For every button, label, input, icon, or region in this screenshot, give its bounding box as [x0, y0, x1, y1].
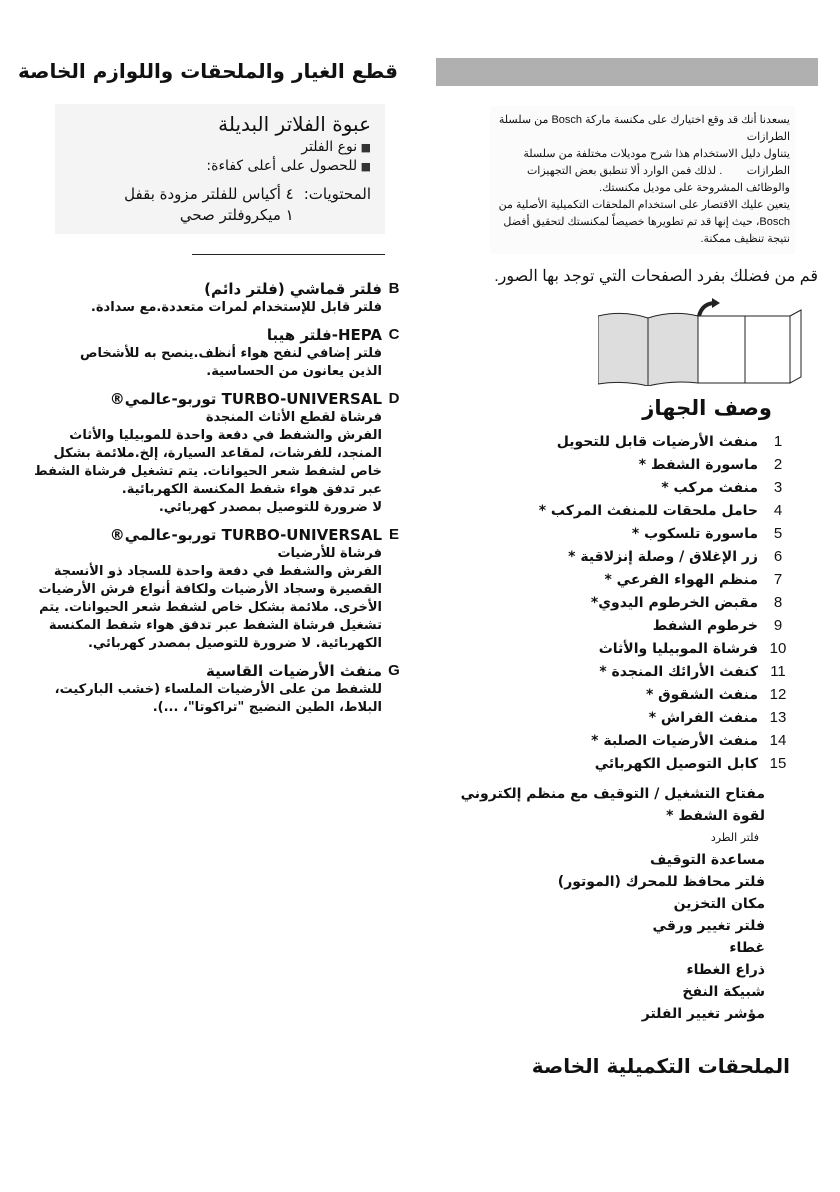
intro-line: نتيجة تنظيف ممكنة.: [700, 233, 790, 245]
intro-text: [490, 106, 795, 254]
extra-part-label: غطاء: [729, 940, 765, 956]
accessory-title: فلتر قماشي (فلتر دائم): [204, 280, 382, 298]
special-accessories-heading: الملحقات التكميلية الخاصة: [531, 1054, 790, 1078]
accessory-description-line: فرشاة لقطع الأثاث المنجدة: [205, 410, 382, 425]
part-row: [436, 568, 798, 591]
accessory-description-line: القصيرة وسجاد الأرضيات ولكافة أنواع فرش الأرضيات: [38, 582, 382, 597]
accessory-title: TURBO-UNIVERSAL توربو-عالمي®: [109, 526, 382, 544]
accessory-description-line: فلتر قابل للإستخدام لمرات متعددة.مع سدادة.: [90, 300, 382, 315]
accessory-body: [14, 661, 382, 717]
intro-line: الطرازات . لذلك فمن الوارد ألا تنطبق بعض التجهيزات: [526, 165, 790, 177]
part-label: خرطوم الشفط: [652, 617, 758, 634]
part-label: زر الإغلاق / وصلة إنزلاقية *: [568, 548, 758, 565]
accessory-body: [14, 525, 382, 653]
extra-part-label: فلتر محافظ للمحرك (الموتور): [557, 874, 765, 890]
device-description-heading: وصف الجهاز: [642, 396, 772, 420]
contents-block: [65, 184, 371, 226]
accessory-body: [14, 389, 382, 517]
filter-type-bullet: ■ نوع الفلتر: [65, 138, 371, 157]
part-number: 15: [769, 755, 787, 772]
part-number: 14: [769, 732, 787, 749]
accessory-title: منفث الأرضيات القاسية: [206, 662, 382, 680]
accessory-item: [14, 525, 406, 653]
intro-line: يتناول دليل الاستخدام هذا شرح موديلات مختلفة من سلسلة: [523, 148, 790, 160]
accessory-description-line: الأخرى. ملائمة بشكل خاص لشفط شعر الحيوانات. يتم: [39, 600, 382, 615]
accessory-item: [14, 279, 406, 317]
contents-line-2: ١ ميكروفلتر صحي: [179, 206, 294, 224]
part-label: منفث مركب *: [661, 479, 758, 496]
part-label: منفث الأرضيات قابل للتحويل: [556, 433, 758, 450]
divider: [192, 254, 385, 255]
part-row: [436, 614, 798, 637]
accessory-description-line: فلتر إضافي لنفح هواء أنظف.ينصح به للأشخاص: [80, 346, 382, 361]
intro-line: يتعين عليك الاقتصار على استخدام الملحقات التكميلية الأصلية من: [498, 199, 790, 211]
extra-part-label: فلتر الطرد: [710, 831, 759, 844]
filter-pack-box: [55, 104, 385, 234]
accessory-description-line: الكهربائية. لا ضرورة للتوصيل بمصدر كهربائي.: [87, 636, 382, 651]
accessory-description-line: لا ضرورة للتوصيل بمصدر كهربائي.: [158, 500, 382, 515]
part-row: [436, 499, 798, 522]
part-row: [436, 545, 798, 568]
accessory-description-line: عبر تدفق هواء شفط المكنسة الكهربائية.: [121, 482, 382, 497]
accessory-body: [14, 325, 382, 381]
item-letter: C: [388, 326, 400, 343]
part-row: [436, 591, 798, 614]
accessory-item: [14, 325, 406, 381]
part-number: 4: [773, 502, 783, 519]
accessory-item: [14, 661, 406, 717]
extra-parts-list: [436, 783, 765, 1025]
part-row: [436, 476, 798, 499]
intro-line: الطرازات: [746, 131, 790, 143]
intro-line: يسعدنا أنك قد وقع اختيارك على مكنسة ماركة Bosch من سلسلة: [498, 114, 790, 126]
accessory-description-line: تشغيل فرشاة الشفط عبر تدفق هواء شفط المكنسة: [48, 618, 382, 633]
accessory-description-line: الفرش والشفط في دفعة واحدة للسجاد ذو الأنسجة: [53, 564, 382, 579]
intro-line: Bosch، حيث إنها قد تم تطويرها خصيصاً لمكنستك لتحقيق أفضل: [503, 216, 790, 228]
header-bar: [436, 58, 818, 86]
part-number: 7: [773, 571, 783, 588]
part-label: ماسورة الشفط *: [638, 456, 758, 473]
part-number: 13: [769, 709, 787, 726]
accessory-item: [14, 389, 406, 517]
extra-part-label: مفتاح التشغيل / التوقيف مع منظم إلكتروني: [460, 786, 765, 802]
accessory-description-line: للشفط من على الأرضيات الملساء (خشب الباركيت،: [54, 682, 382, 697]
part-number: 11: [770, 663, 786, 680]
accessory-description-line: المنجد، للفرشات، لمقاعد السيارة، إلخ.ملائمة بشكل: [53, 446, 382, 461]
item-letter: B: [388, 280, 400, 297]
accessory-description-line: البلاط، الطين النضيج "تراكوتا"، ...).: [152, 700, 382, 715]
part-number: 10: [769, 640, 787, 657]
part-row: [436, 683, 798, 706]
left-column: [14, 58, 406, 725]
part-number: 1: [773, 433, 783, 450]
extra-part-label: مكان التخزين: [673, 896, 765, 912]
part-number: 3: [773, 479, 783, 496]
unfold-note: قم من فضلك بفرد الصفحات التي توجد بها الصور.: [494, 268, 818, 285]
part-row: [436, 706, 798, 729]
part-row: [436, 637, 798, 660]
item-letter: G: [388, 662, 400, 679]
part-label: مقبض الخرطوم اليدوي*: [590, 594, 758, 611]
part-row: [436, 752, 798, 775]
part-number: 6: [773, 548, 783, 565]
efficiency-bullet: ■ للحصول على أعلى كفاءة:: [65, 157, 371, 176]
extra-part-label: ذراع الغطاء: [686, 962, 765, 978]
intro-line: والوظائف المشروحة على موديل مكنستك.: [599, 182, 790, 194]
part-number: 8: [773, 594, 783, 611]
accessory-description-line: الفرش والشفط في دفعة واحدة للموبيليا والأثاث: [69, 428, 382, 443]
unfold-pages-illustration: [598, 296, 818, 386]
part-label: منفث الفراش *: [648, 709, 758, 726]
part-row: [436, 729, 798, 752]
part-label: كابل التوصيل الكهربائي: [594, 755, 758, 772]
part-label: منفث الشقوق *: [645, 686, 758, 703]
part-row: [436, 453, 798, 476]
part-row: [436, 522, 798, 545]
accessory-title: HEPA-فلتر هيبا: [266, 326, 382, 344]
filter-pack-heading: عبوة الفلاتر البديلة: [218, 112, 371, 136]
extra-part-label: فلتر تغيير ورقي: [652, 918, 765, 934]
accessory-description-line: خاص لشفط شعر الحيوانات. يتم تشغيل فرشاة الشفط: [34, 464, 382, 479]
part-number: 5: [773, 525, 783, 542]
part-label: فرشاة الموبيليا والأثاث: [598, 640, 758, 657]
item-letter: D: [388, 390, 400, 407]
contents-label: المحتويات:: [303, 185, 371, 203]
spare-parts-title: قطع الغيار والملحقات واللوازم الخاصة: [18, 59, 398, 83]
part-label: منفث الأرضيات الصلبة *: [591, 732, 758, 749]
parts-list: [436, 430, 818, 775]
extra-part-label: لقوة الشفط *: [666, 808, 765, 824]
extra-part-label: مؤشر تغيير الفلتر: [641, 1006, 765, 1022]
part-number: 9: [773, 617, 783, 634]
right-column: [436, 58, 818, 1079]
part-row: [436, 660, 798, 683]
item-letter: E: [388, 526, 399, 543]
extra-part-label: شبيكة النفخ: [682, 984, 765, 1000]
contents-values: [124, 184, 294, 226]
accessory-description-line: فرشاة للأرضيات: [277, 546, 382, 561]
part-number: 12: [769, 686, 787, 703]
part-label: ماسورة تلسكوب *: [631, 525, 758, 542]
accessory-title: TURBO-UNIVERSAL توربو-عالمي®: [109, 390, 382, 408]
accessory-description-line: الذين يعانون من الحساسية.: [206, 364, 382, 379]
part-label: منظم الهواء الفرعي *: [604, 571, 758, 588]
part-row: [436, 430, 798, 453]
contents-line-1: ٤ أكياس للفلتر مزودة بقفل: [124, 185, 294, 203]
part-label: حامل ملحقات للمنفث المركب *: [538, 502, 758, 519]
part-number: 2: [773, 456, 783, 473]
accessory-body: [14, 279, 382, 317]
accessory-list: [14, 279, 406, 717]
part-label: كنفث الأرائك المنجدة *: [599, 663, 758, 680]
extra-part-label: مساعدة التوقيف: [649, 852, 765, 868]
